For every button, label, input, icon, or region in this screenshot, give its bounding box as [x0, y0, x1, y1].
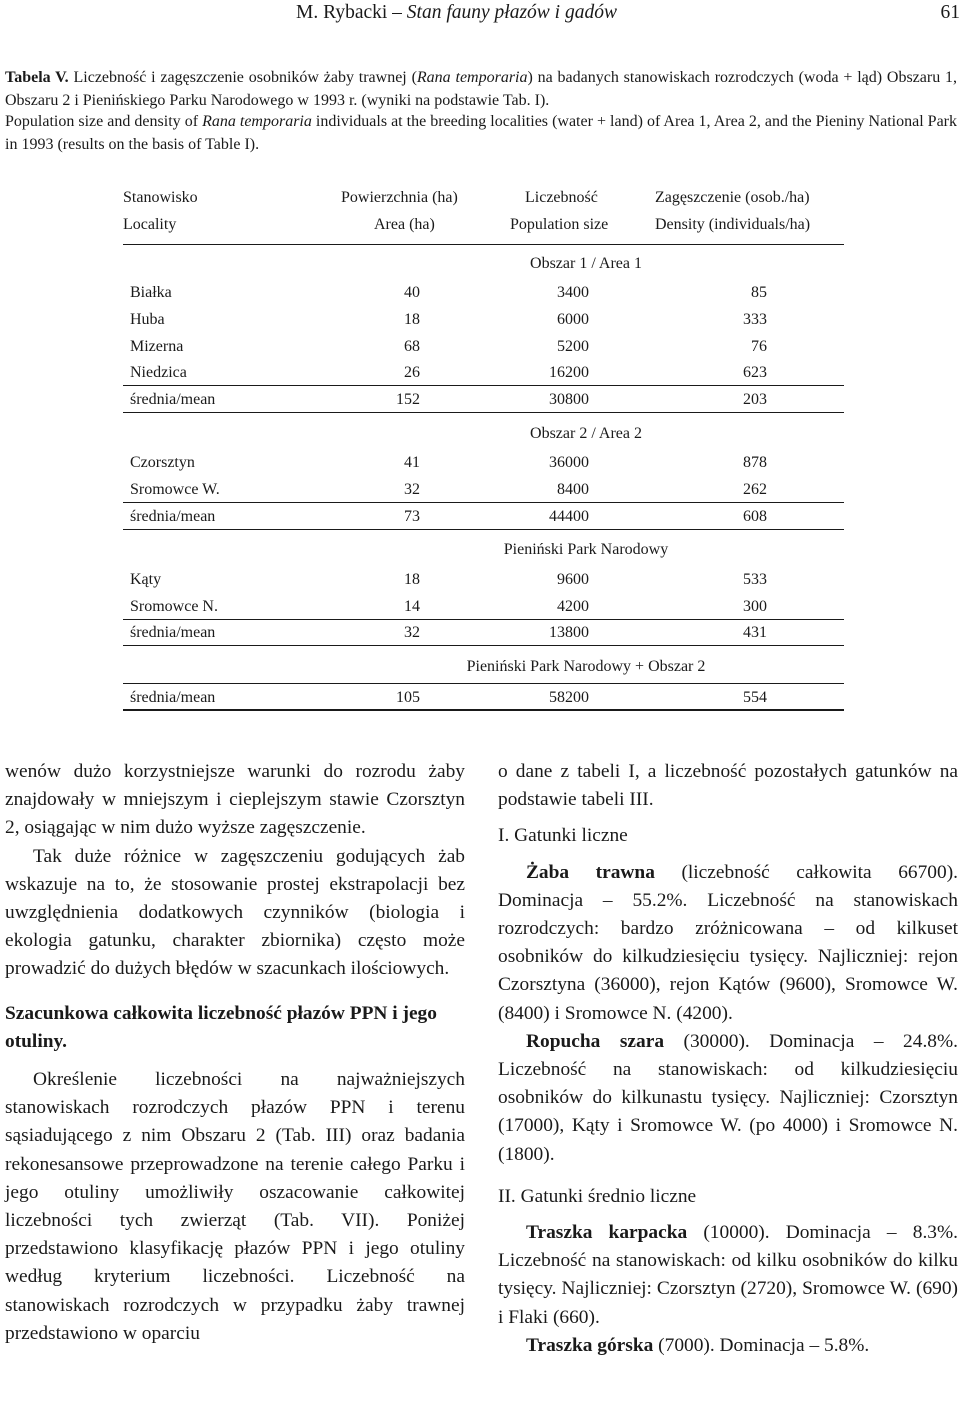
- table-cell: 300: [743, 598, 767, 615]
- table-cell: 105: [396, 689, 420, 706]
- section-title: Obszar 2 / Area 2: [530, 425, 642, 442]
- section-title: Pieniński Park Narodowy: [503, 541, 669, 558]
- mean-row-label: średnia/mean: [130, 391, 216, 408]
- table-cell: 333: [743, 311, 767, 328]
- table-cell: 18: [404, 571, 420, 588]
- paragraph: o dane z tabeli I, a liczebność pozostałych gatunków na podstawie tabeli III.: [498, 761, 958, 811]
- table-caption-polish: [5, 66, 957, 112]
- table-cell: 13800: [549, 624, 589, 641]
- section-rule: [123, 412, 844, 413]
- mean-rule: [123, 385, 844, 386]
- mean-rule: [123, 502, 844, 503]
- header-rule: [123, 244, 844, 245]
- table-cell: Niedzica: [130, 364, 187, 381]
- table-cell: 68: [404, 338, 420, 355]
- running-head: [0, 0, 960, 26]
- caption-polish-species: Rana temporaria: [416, 69, 528, 86]
- species-text: (liczebność całkowita 66700). Dominacja – 55.2%. Liczebność na stanowiskach rozrodczych: bardzo zróżnicowana – od kilkuset osobników do kilkudziesięciu tysięcy. Najliczniej: rejon Czorsztyna (36000), rejon Kątów (9600), Sromowce W. (8400) i Sromowce N. (4200).: [498, 861, 958, 1024]
- header-locality-pl: Stanowisko: [123, 189, 198, 206]
- table-cell: 6000: [557, 311, 589, 328]
- table-cell: 58200: [549, 689, 589, 706]
- header-population-en: Population size: [510, 216, 609, 233]
- caption-english-species: Rana temporaria: [202, 113, 312, 130]
- caption-english-rest: individuals at the breeding localities (water + land) of Area 1, Area 2, and the Pieniny National Park in 1993 (results on the basis of Table I).: [5, 113, 958, 153]
- caption-english-text: Population size and density of: [5, 113, 203, 130]
- table-cell: 152: [396, 391, 420, 408]
- table-cell: 44400: [549, 508, 589, 525]
- paragraph: Określenie liczebności na najważniejszych stanowiskach rozrodczych płazów PPN i terenu sąsiadującego z nim Obszaru 2 (Tab. III) oraz badania rekonesansowe przeprowadzone na terenie całego Parku i jego otuliny umożliwiły oszacowanie całkowitej liczebności tych zwierząt (Tab. VII). Poniżej przedstawiono klasyfikację płazów PPN i jego otuliny według kryterium liczebności. Liczebność na stanowiskach rozrodczych w przypadku żaby trawnej przedstawiono w oparciu: [5, 1069, 465, 1344]
- table-cell: 3400: [557, 284, 589, 301]
- table-cell: 85: [751, 284, 767, 301]
- table-cell: 554: [743, 689, 767, 706]
- section-rule: [123, 529, 844, 530]
- table-cell: 262: [743, 481, 767, 498]
- section-heading: Szacunkowa całkowita liczebność płazów PPN i jego otuliny.: [5, 1002, 437, 1052]
- species-name: Traszka karpacka: [526, 1222, 688, 1244]
- table-cell: Sromowce W.: [130, 481, 220, 498]
- table-cell: 32: [404, 624, 420, 641]
- caption-label: Tabela V.: [5, 69, 69, 86]
- header-area-pl: Powierzchnia (ha): [341, 189, 458, 206]
- table-cell: 30800: [549, 391, 589, 408]
- caption-polish-text: Liczebność i zagęszczenie osobników żaby trawnej (: [73, 69, 417, 86]
- header-area-en: Area (ha): [374, 216, 435, 233]
- caption-polish-rest: ) na badanych stanowiskach rozrodczych (woda + ląd) Obszaru 1, Obszaru 2 i Pienińskiego Parku Narodowego w 1993 r. (wyniki na podstawie Tab. I).: [5, 69, 958, 109]
- table-cell: 16200: [549, 364, 589, 381]
- species-entry: [498, 859, 958, 1028]
- table-cell: 8400: [557, 481, 589, 498]
- table-cell: 41: [404, 454, 420, 471]
- mean-rule: [123, 619, 844, 620]
- species-entry: [498, 1332, 958, 1360]
- species-text: (10000). Dominacja – 8.3%. Liczebność na stanowiskach: od kilku osobników do kilku tysięcy. Najliczniej: Czorsztyn (2720), Sromowce W. (690) i Flaki (660).: [498, 1222, 958, 1328]
- table-cell: 73: [404, 508, 420, 525]
- table-cell: Czorsztyn: [130, 454, 195, 471]
- data-table: [123, 184, 844, 712]
- species-name: Ropucha szara: [526, 1030, 665, 1052]
- table-cell: 5200: [557, 338, 589, 355]
- section-title: Obszar 1 / Area 1: [530, 255, 642, 272]
- species-text: (7000). Dominacja – 5.8%.: [653, 1334, 870, 1356]
- header-density-pl: Zagęszczenie (osob./ha): [655, 189, 810, 206]
- table-cell: 4200: [557, 598, 589, 615]
- running-title: [296, 2, 617, 24]
- table-cell: 32: [404, 481, 420, 498]
- species-name: Traszka górska: [526, 1334, 654, 1356]
- mean-rule: [123, 683, 844, 684]
- table-cell: 40: [404, 284, 420, 301]
- mean-row-label: średnia/mean: [130, 624, 216, 641]
- body-column-left: [5, 758, 465, 1348]
- species-entry: [498, 1028, 958, 1169]
- species-entry: [498, 1219, 958, 1332]
- table-cell: 203: [743, 391, 767, 408]
- table-cell: 36000: [549, 454, 589, 471]
- paragraph: Tak duże różnice w zagęszczeniu godujących żab wskazuje na to, że stosowanie prostej ekstrapolacji bez uwzględnienia dodatkowych czynników (biologia i ekologia gatunku, charakter zbiornika) często może prowadzić do dużych błędów w szacunkach ilościowych.: [5, 845, 465, 980]
- running-head-title: Stan fauny płazów i gadów: [406, 2, 617, 23]
- section-title: Pieniński Park Narodowy + Obszar 2: [466, 658, 706, 675]
- body-column-right: [498, 758, 958, 1360]
- page-number: 61: [940, 2, 960, 23]
- table-caption-english: [5, 110, 957, 156]
- table-cell: Sromowce N.: [130, 598, 218, 615]
- header-locality-en: Locality: [123, 216, 177, 233]
- species-text: (30000). Dominacja – 24.8%. Liczebność na stanowiskach: od kilkudziesięciu osobników do kilkunastu tysięcy. Najliczniej: Czorsztyn (17000), Kąty i Sromowce W. (po 4000) i Sromowce N. (1800).: [498, 1030, 958, 1165]
- table-bottom-rule: [123, 709, 844, 711]
- mean-row-label: średnia/mean: [130, 689, 216, 706]
- table-cell: 14: [404, 598, 420, 615]
- running-head-author: M. Rybacki –: [296, 2, 402, 23]
- table-cell: Huba: [130, 311, 165, 328]
- table-cell: 18: [404, 311, 420, 328]
- table-cell: 26: [404, 364, 420, 381]
- species-name: Żaba trawna: [526, 861, 655, 883]
- table-cell: 623: [743, 364, 767, 381]
- table-cell: Mizerna: [130, 338, 184, 355]
- header-density-en: Density (individuals/ha): [655, 216, 811, 233]
- header-population-pl: Liczebność: [525, 189, 598, 206]
- table-cell: 431: [743, 624, 767, 641]
- section-rule: [123, 645, 844, 646]
- paragraph: wenów dużo korzystniejsze warunki do rozrodu żaby znajdowały w mniejszym i cieplejszym stawie Czorsztyn 2, osiągając w nim dużo wyższe zagęszczenie.: [5, 761, 465, 839]
- table-cell: 9600: [557, 571, 589, 588]
- subheading: I. Gatunki liczne: [498, 825, 628, 847]
- table-cell: 533: [743, 571, 767, 588]
- table-cell: Białka: [130, 284, 172, 301]
- table-cell: 878: [743, 454, 767, 471]
- subheading: II. Gatunki średnio liczne: [498, 1185, 697, 1207]
- mean-row-label: średnia/mean: [130, 508, 216, 525]
- table-cell: 76: [751, 338, 767, 355]
- table-cell: 608: [743, 508, 767, 525]
- table-cell: Kąty: [130, 571, 162, 588]
